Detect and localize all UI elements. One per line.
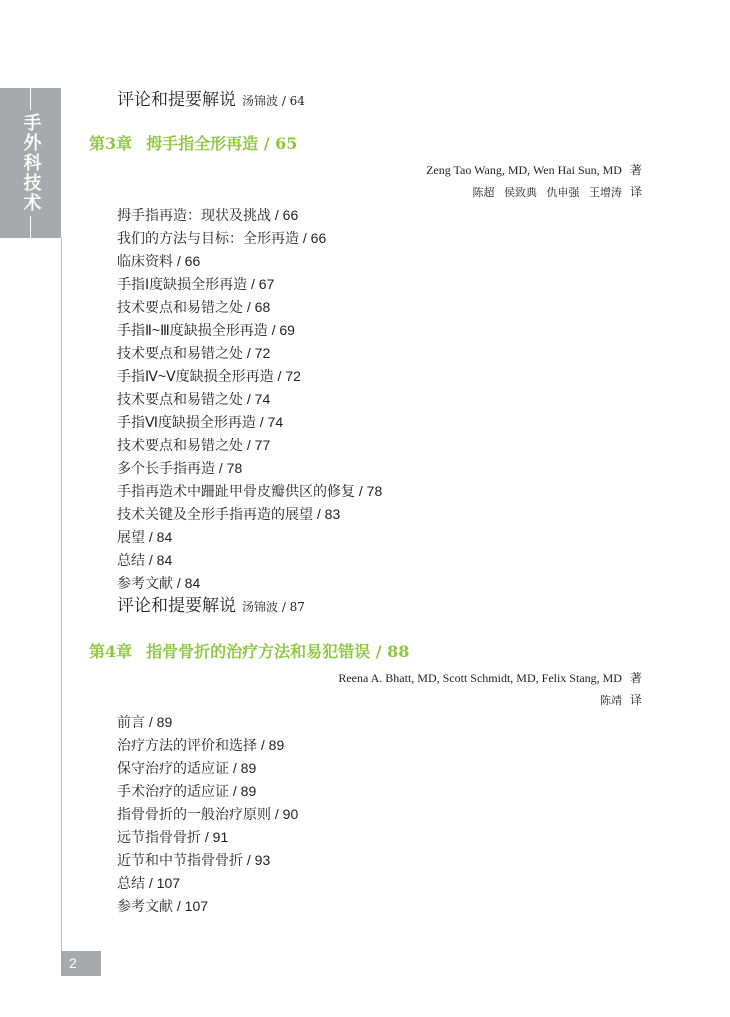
toc-item: 手指Ⅰ度缺损全形再造 / 67 xyxy=(117,276,275,292)
toc-item: 技术关键及全形手指再造的展望 / 83 xyxy=(117,506,341,522)
authors-role: 著 xyxy=(629,671,642,685)
toc-item: 手指Ⅵ度缺损全形再造 / 74 xyxy=(117,414,284,430)
chapter-number: 第4章 xyxy=(89,642,133,661)
toc-item: 近节和中节指骨骨折 / 93 xyxy=(117,852,271,868)
toc-item: 技术要点和易错之处 / 74 xyxy=(117,391,271,407)
toc-item: 技术要点和易错之处 / 68 xyxy=(117,299,271,315)
toc-item: 手指Ⅳ~Ⅴ度缺损全形再造 / 72 xyxy=(117,368,301,384)
toc-item: 保守治疗的适应证 / 89 xyxy=(117,760,257,776)
toc-item: 总结 / 84 xyxy=(117,552,173,568)
toc-item: 总结 / 107 xyxy=(117,875,181,891)
chapter-number: 第3章 xyxy=(89,134,133,153)
toc-item: 指骨骨折的一般治疗原则 / 90 xyxy=(117,806,299,822)
toc-item: 治疗方法的评价和选择 / 89 xyxy=(117,737,285,753)
commentary-title: 评论和提要解说 xyxy=(117,90,236,110)
toc-item: 手指Ⅱ~Ⅲ度缺损全形再造 / 69 xyxy=(117,322,295,338)
toc-item: 技术要点和易错之处 / 72 xyxy=(117,345,271,361)
toc-item: 展望 / 84 xyxy=(117,529,173,545)
toc-item: 远节指骨骨折 / 91 xyxy=(117,829,229,845)
side-tab-bottom-rule xyxy=(30,216,31,238)
chapter-title: 指骨骨折的治疗方法和易犯错误 / 88 xyxy=(146,642,410,661)
toc-item: 技术要点和易错之处 / 77 xyxy=(117,437,271,453)
toc-item: 拇手指再造：现状及挑战 / 66 xyxy=(117,207,299,223)
commentary-title: 评论和提要解说 xyxy=(117,596,236,616)
chapter-authors xyxy=(426,162,642,178)
translators-names: 陈靖 xyxy=(599,694,622,707)
toc-item: 手术治疗的适应证 / 89 xyxy=(117,783,257,799)
translators-names: 陈超 侯致典 仇申强 王增涛 xyxy=(472,186,622,199)
side-tab-top-rule xyxy=(30,88,31,110)
toc-item: 前言 / 89 xyxy=(117,714,173,730)
chapter-authors xyxy=(338,670,642,686)
translators-role: 译 xyxy=(629,693,642,707)
toc-item: 参考文献 / 107 xyxy=(117,898,209,914)
chapter-translators xyxy=(600,692,642,709)
chapter-title: 拇手指全形再造 / 65 xyxy=(146,134,298,153)
toc-item: 手指再造术中跚趾甲骨皮瓣供区的修复 / 78 xyxy=(117,483,383,499)
translators-role: 译 xyxy=(629,185,642,199)
authors-role: 著 xyxy=(629,163,642,177)
chapter-translators xyxy=(472,184,642,201)
commentary-author-page: 汤锦波 / 87 xyxy=(242,600,305,614)
chapter-heading xyxy=(89,133,297,155)
authors-names: Zeng Tao Wang, MD, Wen Hai Sun, MD xyxy=(426,163,622,177)
commentary-entry xyxy=(117,595,305,618)
authors-names: Reena A. Bhatt, MD, Scott Schmidt, MD, Felix Stang, MD xyxy=(338,671,622,685)
section-side-tab xyxy=(0,88,61,238)
toc-item: 我们的方法与目标：全形再造 / 66 xyxy=(117,230,327,246)
side-tab-label: 手外科技术 xyxy=(20,113,42,213)
margin-rule xyxy=(61,238,62,976)
commentary-author-page: 汤锦波 / 64 xyxy=(242,94,305,108)
toc-item: 多个长手指再造 / 78 xyxy=(117,460,243,476)
toc-item: 参考文献 / 84 xyxy=(117,575,201,591)
chapter-heading xyxy=(89,641,409,663)
page-number: 2 xyxy=(61,951,101,976)
commentary-entry xyxy=(117,89,305,112)
toc-item: 临床资料 / 66 xyxy=(117,253,201,269)
